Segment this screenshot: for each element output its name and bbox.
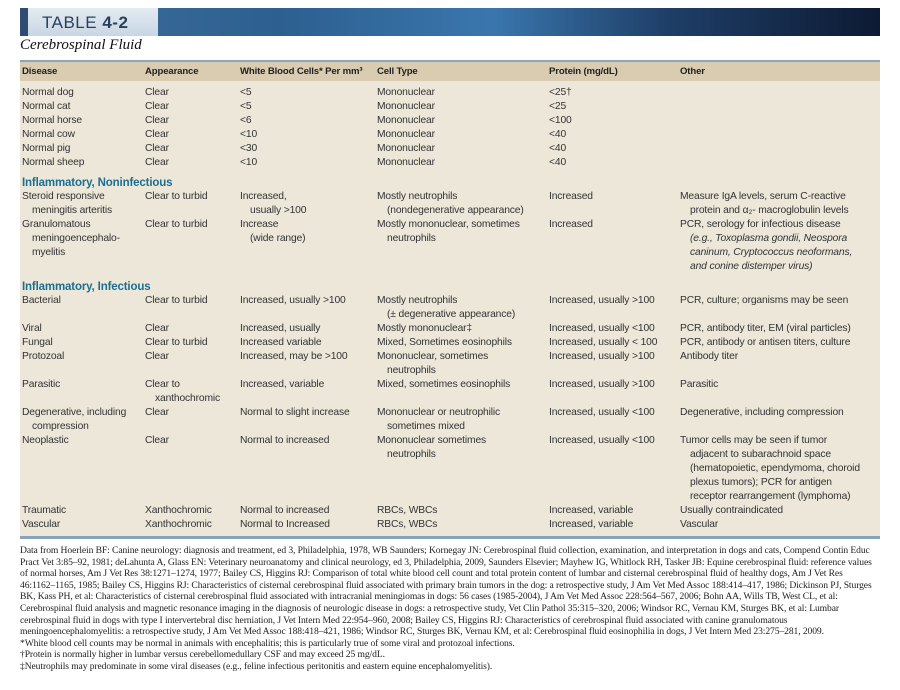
cell-appearance (143, 336, 238, 350)
cell-wbc (238, 504, 375, 518)
table-row (20, 142, 880, 156)
cell-text: Increased, usually >100 (549, 295, 655, 306)
cell-text: RBCs, WBCs (377, 519, 438, 530)
cell-text: Clear (145, 407, 169, 418)
cell-text: Normal cow (22, 129, 75, 140)
cell-other (678, 518, 880, 536)
cell-text: Normal cat (22, 101, 71, 112)
cell-text: Normal pig (22, 143, 71, 154)
cell-text: Clear to turbid (145, 337, 208, 348)
table-row (20, 114, 880, 128)
cell-cell-type (375, 128, 547, 142)
cell-text: Increased, usually >100 (549, 379, 655, 390)
cell-protein (547, 114, 678, 128)
cell-other (678, 114, 880, 128)
cell-text: Mononuclear, sometimes neutrophils (377, 351, 489, 376)
cell-wbc (238, 128, 375, 142)
column-header-protein: Protein (mg/dL) (547, 62, 678, 81)
cell-text: Mononuclear or neutrophilic sometimes mixed (377, 407, 501, 432)
cell-text: Normal to slight increase (240, 407, 350, 418)
cell-text: Degenerative, including compression (680, 407, 844, 418)
cell-text: Increased, usually < 100 (549, 337, 658, 348)
cell-appearance (143, 350, 238, 378)
cell-text: Clear (145, 129, 169, 140)
cell-protein (547, 336, 678, 350)
cell-appearance (143, 434, 238, 504)
cell-disease (20, 350, 143, 378)
cell-text: Increased, usually >100 (240, 295, 346, 306)
table-row (20, 81, 880, 100)
cell-other (678, 100, 880, 114)
cell-protein (547, 504, 678, 518)
cell-disease (20, 190, 143, 218)
cell-cell-type (375, 518, 547, 536)
cell-protein (547, 294, 678, 322)
cell-appearance (143, 114, 238, 128)
cell-text: Xanthochromic (145, 505, 212, 516)
cell-text: <10 (240, 129, 258, 140)
table-header-row (20, 62, 880, 81)
table-row (20, 406, 880, 434)
cell-protein (547, 218, 678, 274)
cell-text: Mixed, Sometimes eosinophils (377, 337, 512, 348)
cell-appearance (143, 81, 238, 100)
cell-text: RBCs, WBCs (377, 505, 438, 516)
cell-wbc (238, 378, 375, 406)
table-row (20, 504, 880, 518)
column-header-other: Other (678, 62, 880, 81)
table-label-text: TABLE (42, 13, 98, 32)
cell-text: Clear (145, 157, 169, 168)
cell-text: Clear to turbid (145, 191, 208, 202)
cell-text: Increased (549, 191, 593, 202)
cell-text: Mononuclear (377, 87, 435, 98)
cell-wbc (238, 294, 375, 322)
cell-wbc (238, 434, 375, 504)
cell-text: PCR, culture; organisms may be seen (680, 295, 849, 306)
cell-text: <25 (549, 101, 567, 112)
cell-text: Normal to increased (240, 435, 330, 446)
cell-disease (20, 218, 143, 274)
cell-protein (547, 378, 678, 406)
section-heading: Inflammatory, Noninfectious (22, 177, 173, 189)
table-row (20, 350, 880, 378)
column-header-disease: Disease (20, 62, 143, 81)
cell-disease (20, 434, 143, 504)
cell-text: Granulomatous meningoencephalo- myelitis (22, 219, 120, 258)
cell-protein (547, 156, 678, 170)
cell-cell-type (375, 156, 547, 170)
cell-text: Increased (549, 219, 593, 230)
cell-text: Clear (145, 87, 169, 98)
cell-text: Xanthochromic (145, 519, 212, 530)
cell-text: Mononuclear (377, 115, 435, 126)
cell-disease (20, 518, 143, 536)
cell-text: Clear (145, 143, 169, 154)
cell-wbc (238, 218, 375, 274)
cell-text: Clear (145, 101, 169, 112)
cell-cell-type (375, 504, 547, 518)
sources-note: Data from Hoerlein BF: Canine neurology: diagnosis and treatment, ed 3, Philadelphia, 1978, WB Saunders; Kornegay JN: Cerebrospinal fluid collection, examination, and interpretation in dogs and cats, Compend Contin Educ Pract Vet 3:85–92, 1981; deLahunta A, Glass EN: Veterinary neuroanatomy and clinical neurology, ed 3, Philadelphia, 2009, Saunders Elsevier; Mayhew IG, Whitlock RH, Tasker JB: Equine cerebrospinal fluid: reference values of normal horses, Am J Vet Res 38:1271–1274, 1977; Bailey CS, Higgins RJ: Comparison of total white blood cell count and total protein content of lumbar and cisternal cerebrospinal fluid of healthy dogs, Am J Vet Res 46:1162–1165, 1985; Bailey CS, Higgins RJ: Characteristics of cisternal cerebrospinal fluid associated with primary brain tumors in the dog: a retrospective study, J Am Vet Med Assoc 188:414–417, 1986; Dickinson PJ, Sturges BK, Kass PH, et al: Characteristics of cisternal cerebrospinal fluid associated with intracranial meningiomas in dogs: 56 cases (1985-2004), J Am Vet Med Assoc 228:564–567, 2006; Bohn AA, Wills TB, West CL, et al: Cerebrospinal fluid analysis and magnetic resonance imaging in the diagnosis of neurologic disease in dogs: a retrospective study, Vet Clin Pathol 35:315–320, 2006; Windsor RC, Vernau KM, Sturges BK, et al: Lumbar cerebrospinal fluid in dogs with type I intervertebral disc herniation, J Vet Intern Med 22:954–960, 2008; Bailey CS, Higgins RJ: Characteristics of cerebrospinal fluid associated with canine granulomatous meningoencephalomyelitis: a retrospective study, J Am Vet Med Assoc 188:418–421, 1986; Windsor RC, Sturges BK, Vernau KM, et al: Cerebrospinal fluid eosinophilia in dogs, J Vet Intern Med 23:275–281, 2009. (20, 545, 872, 638)
cell-other (678, 156, 880, 170)
cell-text: Mixed, sometimes eosinophils (377, 379, 511, 390)
cell-disease (20, 406, 143, 434)
cell-appearance (143, 322, 238, 336)
cell-cell-type (375, 336, 547, 350)
cell-text: <40 (549, 129, 567, 140)
cell-appearance (143, 504, 238, 518)
cell-cell-type (375, 81, 547, 100)
cell-wbc (238, 156, 375, 170)
cell-other (678, 190, 880, 218)
cell-text: <100 (549, 115, 572, 126)
cell-cell-type (375, 142, 547, 156)
cell-text: <5 (240, 87, 252, 98)
cell-cell-type (375, 406, 547, 434)
table-row (20, 100, 880, 114)
cell-text: Increased, usually <100 (549, 323, 655, 334)
cell-text: Increased, usually <100 (549, 435, 655, 446)
cell-wbc (238, 406, 375, 434)
section-heading-row (20, 274, 880, 294)
table-row (20, 156, 880, 170)
cell-disease (20, 336, 143, 350)
cell-protein (547, 142, 678, 156)
cell-text: Mononuclear (377, 101, 435, 112)
cell-text: Mononuclear sometimes neutrophils (377, 435, 487, 460)
cell-disease (20, 81, 143, 100)
cell-text: <30 (240, 143, 258, 154)
cell-text: Fungal (22, 337, 53, 348)
cell-text: Usually contraindicated (680, 505, 784, 516)
cell-other (678, 218, 880, 274)
cell-wbc (238, 350, 375, 378)
cell-text: PCR, antibody titer, EM (viral particles) (680, 323, 851, 334)
cell-text: Increased variable (240, 337, 322, 348)
cell-text: <6 (240, 115, 252, 126)
cell-text-italic: (e.g., Toxoplasma gondii, Neospora caninum, Cryptococcus neoformans, and conine distemper virus) (690, 233, 853, 272)
cell-appearance (143, 518, 238, 536)
cell-cell-type (375, 100, 547, 114)
cell-appearance (143, 100, 238, 114)
table-label-tab (28, 8, 158, 36)
cell-text: Protozoal (22, 351, 65, 362)
cell-text: Mostly neutrophils (nondegenerative appearance) (377, 191, 524, 216)
cell-text: Increased, variable (240, 379, 325, 390)
cell-text: Clear to xanthochromic (145, 379, 221, 404)
cell-text: Mostly mononuclear, sometimes neutrophils (377, 219, 520, 244)
cell-wbc (238, 322, 375, 336)
table-row (20, 322, 880, 336)
cell-other (678, 142, 880, 156)
cell-text: Tumor cells may be seen if tumor adjacent to subarachnoid space (hematopoietic, ependymoma, choroid plexus tumors); PCR for antigen receptor rearrangement (lymphoma) (680, 435, 860, 502)
banner-edge (20, 8, 28, 36)
cell-text: Increased, usually <100 (549, 407, 655, 418)
cell-appearance (143, 190, 238, 218)
cell-appearance (143, 142, 238, 156)
cell-text: <40 (549, 143, 567, 154)
cell-appearance (143, 406, 238, 434)
footnote-protein: †Protein is normally higher in lumbar versus cerebellomedullary CSF and may exceed 25 mg/dL. (20, 649, 385, 661)
cell-text: Increased, usually (240, 323, 321, 334)
table-row (20, 434, 880, 504)
cell-protein (547, 518, 678, 536)
column-header-wbc: White Blood Cells* Per mm³ (238, 62, 375, 81)
table-row (20, 518, 880, 536)
cell-wbc (238, 518, 375, 536)
cell-text: Parasitic (680, 379, 719, 390)
cell-cell-type (375, 434, 547, 504)
cell-wbc (238, 190, 375, 218)
cell-other (678, 434, 880, 504)
section-heading-row (20, 170, 880, 190)
cell-text: Normal dog (22, 87, 74, 98)
cell-text: PCR, antibody or antisen titers, culture (680, 337, 851, 348)
cell-appearance (143, 378, 238, 406)
column-header-appearance: Appearance (143, 62, 238, 81)
section-heading: Inflammatory, Infectious (22, 281, 151, 293)
cell-text: <5 (240, 101, 252, 112)
cell-other (678, 336, 880, 350)
cell-appearance (143, 218, 238, 274)
table-row (20, 190, 880, 218)
cell-protein (547, 406, 678, 434)
cell-text: <25† (549, 87, 572, 98)
cell-protein (547, 100, 678, 114)
cell-text: Increase (wide range) (240, 219, 306, 244)
column-header-cell-type: Cell Type (375, 62, 547, 81)
cell-protein (547, 322, 678, 336)
cell-protein (547, 434, 678, 504)
cell-other (678, 350, 880, 378)
cell-wbc (238, 81, 375, 100)
cell-text: Increased, usually >100 (549, 351, 655, 362)
cell-text: Neoplastic (22, 435, 69, 446)
cell-cell-type (375, 114, 547, 128)
cell-text: Clear to turbid (145, 295, 208, 306)
cell-text: Mononuclear (377, 129, 435, 140)
cell-text: Mononuclear (377, 143, 435, 154)
cell-disease (20, 504, 143, 518)
cell-cell-type (375, 190, 547, 218)
cell-text: <10 (240, 157, 258, 168)
cell-appearance (143, 156, 238, 170)
cell-protein (547, 81, 678, 100)
cell-text: Vascular (22, 519, 61, 530)
cell-text: Parasitic (22, 379, 61, 390)
cell-cell-type (375, 294, 547, 322)
table-notes (20, 545, 880, 673)
cell-text: Bacterial (22, 295, 61, 306)
table-row (20, 218, 880, 274)
footnote-neutrophils: ‡Neutrophils may predominate in some viral diseases (e.g., feline infectious peritonitis and eastern equine encephalomyelitis). (20, 660, 493, 672)
cell-disease (20, 128, 143, 142)
cell-disease (20, 156, 143, 170)
cell-appearance (143, 294, 238, 322)
cell-other (678, 322, 880, 336)
cell-protein (547, 128, 678, 142)
cell-text: Normal sheep (22, 157, 85, 168)
cell-text: Normal to increased (240, 505, 330, 516)
cell-text: Normal horse (22, 115, 83, 126)
cell-text: Measure IgA levels, serum C-reactive protein and α₂- macroglobulin levels (680, 191, 849, 216)
cell-disease (20, 142, 143, 156)
cell-text: Traumatic (22, 505, 67, 516)
cell-text: Increased, variable (549, 519, 634, 530)
cell-disease (20, 322, 143, 336)
cell-text: Mostly neutrophils (± degenerative appearance) (377, 295, 516, 320)
cell-text: Increased, variable (549, 505, 634, 516)
table-title: Cerebrospinal Fluid (20, 37, 142, 53)
cell-disease (20, 114, 143, 128)
cell-text: Clear to turbid (145, 219, 208, 230)
cell-other (678, 294, 880, 322)
table-row (20, 378, 880, 406)
cell-other (678, 378, 880, 406)
table-label (42, 13, 128, 33)
cell-text: Clear (145, 115, 169, 126)
cell-text: <40 (549, 157, 567, 168)
table-row (20, 336, 880, 350)
table-row (20, 128, 880, 142)
cell-disease (20, 100, 143, 114)
cell-text: PCR, serology for infectious disease (680, 219, 841, 230)
cell-wbc (238, 100, 375, 114)
cell-text: Viral (22, 323, 42, 334)
cell-disease (20, 294, 143, 322)
cell-appearance (143, 128, 238, 142)
cell-cell-type (375, 218, 547, 274)
cell-text: Steroid responsive meningitis arteritis (22, 191, 112, 216)
cell-text: Clear (145, 435, 169, 446)
cell-other (678, 406, 880, 434)
cell-wbc (238, 336, 375, 350)
footnote-wbc: *White blood cell counts may be normal in animals with encephalitis; this is particularly true of some viral and protozoal infections. (20, 637, 515, 649)
cell-text: Increased, may be >100 (240, 351, 348, 362)
cell-cell-type (375, 378, 547, 406)
cell-wbc (238, 114, 375, 128)
table-banner (20, 8, 880, 36)
table-number: 4-2 (102, 13, 129, 32)
cell-text: Vascular (680, 519, 719, 530)
csf-table (20, 60, 880, 539)
cell-protein (547, 350, 678, 378)
cell-text: Clear (145, 323, 169, 334)
cell-other (678, 128, 880, 142)
table-body (20, 81, 880, 536)
cell-text: Degenerative, including compression (22, 407, 127, 432)
cell-text: Increased, usually >100 (240, 191, 307, 216)
cell-cell-type (375, 322, 547, 336)
cell-text: Clear (145, 351, 169, 362)
cell-protein (547, 190, 678, 218)
cell-disease (20, 378, 143, 406)
cell-text: Antibody titer (680, 351, 738, 362)
cell-other (678, 504, 880, 518)
cell-text: Normal to Increased (240, 519, 330, 530)
cell-cell-type (375, 350, 547, 378)
cell-text: Mostly mononuclear‡ (377, 323, 473, 334)
cell-text: Mononuclear (377, 157, 435, 168)
cell-wbc (238, 142, 375, 156)
table-row (20, 294, 880, 322)
cell-other (678, 81, 880, 100)
